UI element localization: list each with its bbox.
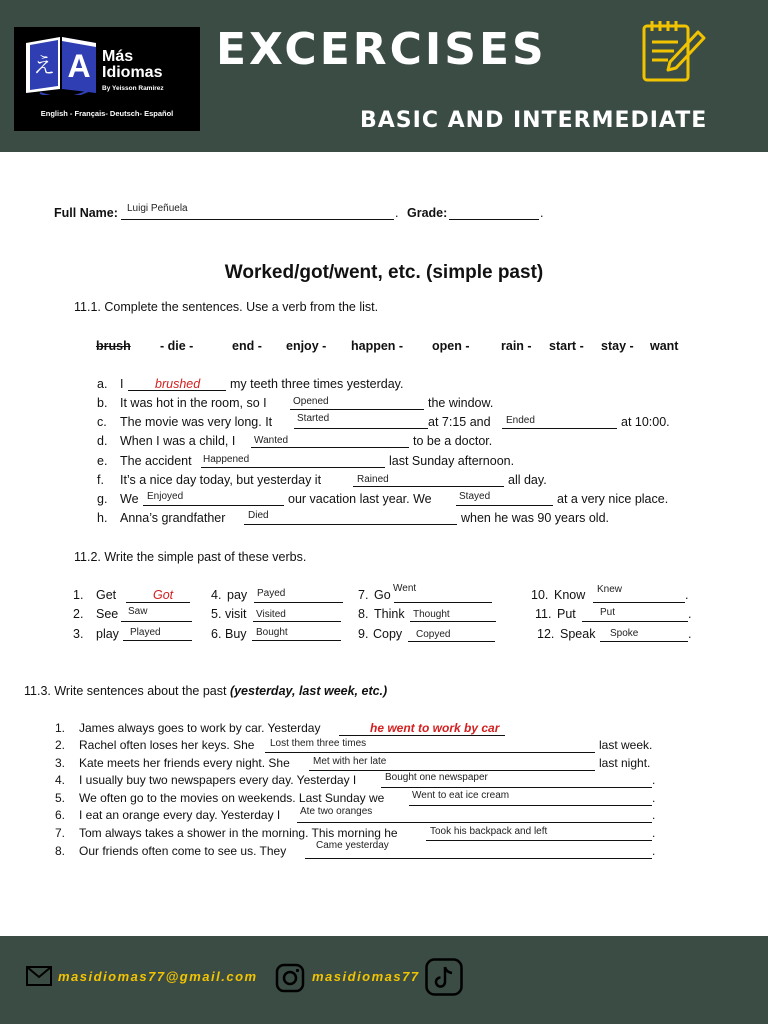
item-g-answer-1[interactable]: Enjoyed xyxy=(147,491,184,502)
svg-text:A: A xyxy=(67,48,91,84)
item-e-answer[interactable]: Happened xyxy=(203,454,250,465)
verb-happen: happen - xyxy=(351,339,404,353)
grade-dot: . xyxy=(540,206,544,220)
verb-10-base: Know xyxy=(554,588,586,602)
sentence-3-answer[interactable]: Met with her late xyxy=(313,756,387,767)
sentence-6-blank xyxy=(297,822,652,823)
item-h-blank xyxy=(244,524,457,525)
item-a-text-2: my teeth three times yesterday. xyxy=(230,377,404,391)
verb-10-blank xyxy=(593,602,685,603)
verb-brush: brush xyxy=(96,339,131,353)
brand-author: By Yeisson Ramirez xyxy=(102,85,164,92)
item-h-text-1: Anna’s grandfather xyxy=(120,511,226,525)
sentence-4-text: I usually buy two newspapers every day. Yesterday I xyxy=(79,773,357,787)
verb-stay: stay - xyxy=(601,339,634,353)
verb-11-dot: . xyxy=(688,607,692,621)
sentence-2-blank xyxy=(265,752,595,753)
exercise-11-1-instruction: 11.1. Complete the sentences. Use a verb from the list. xyxy=(74,300,379,314)
sentence-2-answer[interactable]: Lost them three times xyxy=(270,738,367,749)
verb-1-num: 1. xyxy=(73,588,84,602)
verb-3-num: 3. xyxy=(73,627,84,641)
svg-text:え: え xyxy=(32,54,56,79)
verb-12-answer[interactable]: Spoke xyxy=(610,628,639,639)
item-b-answer[interactable]: Opened xyxy=(293,396,329,407)
item-f-blank xyxy=(353,486,504,487)
item-a-letter: a. xyxy=(97,377,108,391)
notepad-icon xyxy=(640,18,706,84)
sentence-5-end: . xyxy=(652,791,656,805)
verb-9-blank xyxy=(408,641,495,642)
verb-12-blank xyxy=(600,641,688,642)
item-d-blank xyxy=(251,447,409,448)
item-b-text-1: It was hot in the room, so I xyxy=(120,396,267,410)
item-f-letter: f. xyxy=(97,473,104,487)
full-name-underline xyxy=(121,219,394,220)
verb-5-blank xyxy=(253,621,341,622)
item-d-text-1: When I was a child, I xyxy=(120,434,236,448)
item-b-letter: b. xyxy=(97,396,108,410)
sentence-1-num: 1. xyxy=(55,721,66,735)
item-g-answer-2[interactable]: Stayed xyxy=(459,491,491,502)
verb-12-dot: . xyxy=(688,627,692,641)
item-c-text-2: at 7:15 and xyxy=(428,415,491,429)
item-h-answer[interactable]: Died xyxy=(248,510,269,521)
verb-4-base: pay xyxy=(227,588,248,602)
item-c-answer-1[interactable]: Started xyxy=(297,413,330,424)
tiktok-icon[interactable] xyxy=(425,958,463,996)
sentence-4-num: 4. xyxy=(55,773,66,787)
instagram-icon xyxy=(275,963,305,993)
page-subtitle: BASIC AND INTERMEDIATE xyxy=(360,108,708,133)
verb-1-answer[interactable]: Got xyxy=(153,588,174,602)
sentence-7-num: 7. xyxy=(55,826,66,840)
verb-start: start - xyxy=(549,339,584,353)
verb-2-answer[interactable]: Saw xyxy=(128,606,148,617)
verb-3-blank xyxy=(123,640,192,641)
verb-enjoy: enjoy - xyxy=(286,339,327,353)
book-logo-icon xyxy=(22,33,100,95)
verb-12-num: 12. xyxy=(537,627,555,641)
sentence-5-blank xyxy=(409,805,652,806)
verb-2-base: See xyxy=(96,607,119,621)
item-f-answer[interactable]: Rained xyxy=(357,474,389,485)
grade-field[interactable] xyxy=(449,219,539,220)
sentence-7-end: . xyxy=(652,826,656,840)
verb-12-base: Speak xyxy=(560,627,596,641)
verb-want: want xyxy=(650,339,679,353)
verb-6-num: 6. xyxy=(211,627,222,641)
verb-6-blank xyxy=(252,640,341,641)
exercise-11-3-instruction: 11.3. Write sentences about the past (yesterday, last week, etc.) xyxy=(24,684,388,698)
sentence-4-blank xyxy=(381,787,652,788)
sentence-6-end: . xyxy=(652,808,656,822)
item-b-text-2: the window. xyxy=(428,396,494,410)
item-g-text-3: at a very nice place. xyxy=(557,492,669,506)
footer-email[interactable]: masidiomas77@gmail.com xyxy=(58,969,258,984)
verb-10-num: 10. xyxy=(531,588,549,602)
item-f-text-2: all day. xyxy=(508,473,547,487)
verb-11-num: 11. xyxy=(535,607,552,621)
verb-10-dot: . xyxy=(685,588,689,602)
sentence-5-num: 5. xyxy=(55,791,66,805)
verb-8-num: 8. xyxy=(358,607,369,621)
item-h-text-2: when he was 90 years old. xyxy=(461,511,610,525)
brand-languages: English - Français- Deutsch- Español xyxy=(40,109,174,118)
verb-4-blank xyxy=(254,602,343,603)
verb-8-base: Think xyxy=(374,607,405,621)
item-g-blank-1 xyxy=(143,505,284,506)
verb-die: - die - xyxy=(160,339,194,353)
item-c-text-3: at 10:00. xyxy=(621,415,670,429)
item-c-blank-2 xyxy=(502,428,617,429)
verb-7-num: 7. xyxy=(358,588,369,602)
sentence-2-end: last week. xyxy=(599,738,653,752)
verb-11-blank xyxy=(582,621,688,622)
header-banner xyxy=(0,0,768,152)
verb-3-base: play xyxy=(96,627,119,641)
grade-label: Grade: xyxy=(407,206,448,220)
sentence-3-text: Kate meets her friends every night. She xyxy=(79,756,290,770)
sentence-2-text: Rachel often loses her keys. She xyxy=(79,738,255,752)
verb-rain: rain - xyxy=(501,339,532,353)
item-e-blank xyxy=(201,467,385,468)
verb-9-base: Copy xyxy=(373,627,403,641)
item-h-letter: h. xyxy=(97,511,108,525)
sentence-1-blank xyxy=(339,735,505,736)
footer-banner xyxy=(0,936,768,1024)
exercise-11-2-instruction: 11.2. Write the simple past of these verbs. xyxy=(74,550,307,564)
sentence-3-end: last night. xyxy=(599,756,651,770)
sentence-5-answer[interactable]: Went to eat ice cream xyxy=(412,790,510,801)
sentence-1-text: James always goes to work by car. Yesterday xyxy=(79,721,321,735)
sentence-4-answer[interactable]: Bought one newspaper xyxy=(385,772,488,783)
item-d-letter: d. xyxy=(97,434,108,448)
sentence-7-blank xyxy=(426,840,652,841)
full-name-label: Full Name: xyxy=(54,206,118,220)
footer-instagram[interactable]: masidiomas77 xyxy=(312,969,420,984)
item-a-text-1: I xyxy=(120,377,124,391)
verb-10-answer[interactable]: Knew xyxy=(597,584,623,595)
sentence-1-answer[interactable]: he went to work by car xyxy=(370,721,500,735)
sentence-7-text: Tom always takes a shower in the morning. This morning he xyxy=(79,826,398,840)
verb-end: end - xyxy=(232,339,262,353)
verb-9-num: 9. xyxy=(358,627,369,641)
sentence-8-text: Our friends often come to see us. They xyxy=(79,844,287,858)
verb-2-num: 2. xyxy=(73,607,84,621)
sentence-2-num: 2. xyxy=(55,738,66,752)
page-title: EXCERCISES xyxy=(216,24,547,75)
brand-name: Más Idiomas xyxy=(102,48,163,81)
verb-5-answer[interactable]: Visited xyxy=(256,609,286,620)
brand-logo xyxy=(14,27,200,131)
item-g-text-2: our vacation last year. We xyxy=(288,492,432,506)
sentence-3-blank xyxy=(309,770,595,771)
sentence-4-end: . xyxy=(652,773,656,787)
verb-5-base: visit xyxy=(225,607,247,621)
verb-7-base: Go xyxy=(374,588,391,602)
verb-4-answer[interactable]: Payed xyxy=(257,588,286,599)
verb-2-blank xyxy=(121,621,192,622)
verb-1-blank xyxy=(126,602,190,603)
item-c-letter: c. xyxy=(97,415,107,429)
verb-8-answer[interactable]: Thought xyxy=(413,609,450,620)
sentence-6-text: I eat an orange every day. Yesterday I xyxy=(79,808,281,822)
full-name-field[interactable]: Luigi Peñuela xyxy=(127,203,188,214)
item-e-text-1: The accident xyxy=(120,454,192,468)
sentence-8-answer[interactable]: Came yesterday xyxy=(316,840,389,851)
verb-3-answer[interactable]: Played xyxy=(130,627,161,638)
name-dot: . xyxy=(395,206,399,220)
sentence-8-end: . xyxy=(652,844,656,858)
sentence-8-blank xyxy=(305,858,652,859)
item-d-text-2: to be a doctor. xyxy=(413,434,493,448)
item-g-letter: g. xyxy=(97,492,108,506)
verb-9-answer[interactable]: Copyed xyxy=(416,629,451,640)
item-c-answer-2[interactable]: Ended xyxy=(506,415,535,426)
item-d-answer[interactable]: Wanted xyxy=(254,435,289,446)
sentence-5-text: We often go to the movies on weekends. Last Sunday we xyxy=(79,791,385,805)
verb-6-base: Buy xyxy=(225,627,247,641)
verb-6-answer[interactable]: Bought xyxy=(256,627,288,638)
item-g-text-1: We xyxy=(120,492,139,506)
verb-11-base: Put xyxy=(557,607,576,621)
sentence-6-num: 6. xyxy=(55,808,66,822)
verb-5-num: 5. xyxy=(211,607,222,621)
item-b-blank xyxy=(290,409,424,410)
item-c-blank-1 xyxy=(294,428,428,429)
verb-4-num: 4. xyxy=(211,588,222,602)
sentence-7-answer[interactable]: Took his backpack and left xyxy=(430,826,548,837)
sentence-6-answer[interactable]: Ate two oranges xyxy=(300,806,373,817)
mail-icon xyxy=(26,966,52,986)
verb-1-base: Get xyxy=(96,588,117,602)
sentence-8-num: 8. xyxy=(55,844,66,858)
verb-open: open - xyxy=(432,339,470,353)
verb-8-blank xyxy=(410,621,496,622)
item-a-answer[interactable]: brushed xyxy=(155,377,201,391)
item-g-blank-2 xyxy=(456,505,553,506)
item-e-text-2: last Sunday afternoon. xyxy=(389,454,515,468)
sentence-3-num: 3. xyxy=(55,756,66,770)
item-c-text-1: The movie was very long. It xyxy=(120,415,273,429)
item-f-text-1: It’s a nice day today, but yesterday it xyxy=(120,473,322,487)
item-e-letter: e. xyxy=(97,454,108,468)
verb-7-answer[interactable]: Went xyxy=(393,583,417,594)
verb-11-answer[interactable]: Put xyxy=(600,607,616,618)
verb-7-blank xyxy=(394,602,492,603)
section-heading: Worked/got/went, etc. (simple past) xyxy=(224,262,544,283)
